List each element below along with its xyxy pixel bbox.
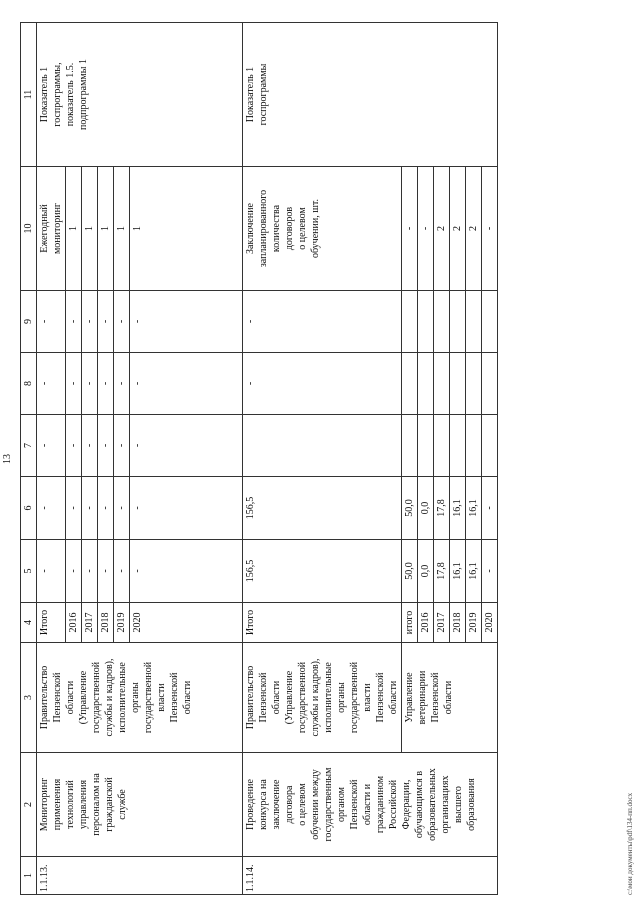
page-number: 13 bbox=[2, 454, 13, 464]
value-cell: 0,0 bbox=[418, 540, 434, 603]
value-cell: 1 bbox=[130, 167, 243, 291]
value-cell bbox=[243, 415, 402, 477]
year-cell: 2016 bbox=[418, 603, 434, 643]
value-cell: - bbox=[82, 415, 98, 477]
indicator: Ежегодный мониторинг bbox=[39, 202, 63, 255]
value-cell: - bbox=[418, 167, 434, 291]
value-cell: 16,1 bbox=[450, 540, 466, 603]
value-cell: 50,0 bbox=[402, 540, 418, 603]
header-cell: 5 bbox=[21, 540, 37, 603]
value-cell: - bbox=[130, 291, 243, 353]
value-cell: 16,1 bbox=[450, 477, 466, 540]
value-cell: 16,1 bbox=[466, 477, 482, 540]
year-cell: 2016 bbox=[66, 603, 82, 643]
header-row bbox=[21, 23, 37, 895]
year-cell: Итого bbox=[243, 603, 402, 643]
header-cell: 8 bbox=[21, 353, 37, 415]
value-cell: - bbox=[130, 540, 243, 603]
table-row bbox=[37, 23, 66, 895]
executor: Управление ветеринарии Пензенской области bbox=[404, 670, 454, 725]
value-cell: 16,1 bbox=[466, 540, 482, 603]
target-indicator: Показатель 1 госпрограммы, показатель 1.5. подпрограммы 1 bbox=[39, 59, 89, 130]
value-cell: 1 bbox=[66, 167, 82, 291]
header-cell: 9 bbox=[21, 291, 37, 353]
header-cell: 1 bbox=[21, 857, 37, 895]
value-cell: - bbox=[114, 291, 130, 353]
value-cell: - bbox=[82, 477, 98, 540]
year-cell: 2017 bbox=[434, 603, 450, 643]
value-cell: 50,0 bbox=[402, 477, 418, 540]
indicator: Заключение запланированного количества договоров о целевом обучении, шт. bbox=[245, 189, 321, 268]
year-cell: итого bbox=[402, 603, 418, 643]
year-cell: 2019 bbox=[466, 603, 482, 643]
value-cell: 2 bbox=[450, 167, 466, 291]
value-cell: 0,0 bbox=[418, 477, 434, 540]
header-cell: 3 bbox=[21, 643, 37, 753]
event-name: Проведение конкурса на заключение договора о целевом обучении между государственным органом Пензенской области и гражданином Российской Федерации, обучающимся в образовательных организациях высшего образования bbox=[245, 767, 477, 842]
value-cell: - bbox=[82, 353, 98, 415]
value-cell: - bbox=[82, 291, 98, 353]
header-cell: 10 bbox=[21, 167, 37, 291]
header-cell: 11 bbox=[21, 23, 37, 167]
value-cell: - bbox=[130, 353, 243, 415]
value-cell: 2 bbox=[434, 167, 450, 291]
value-cell: - bbox=[66, 415, 82, 477]
value-cell: - bbox=[37, 291, 66, 353]
value-cell: - bbox=[114, 353, 130, 415]
value-cell: - bbox=[482, 477, 498, 540]
value-cell: - bbox=[402, 167, 418, 291]
value-cell: 1 bbox=[82, 167, 98, 291]
value-cell: 156,5 bbox=[243, 540, 402, 603]
header-cell: 4 bbox=[21, 603, 37, 643]
year-cell: 2020 bbox=[482, 603, 498, 643]
executor: Правительство Пензенской области (Управление государственной службы и кадров), исполнительные органы государственной власти Пензенской области bbox=[245, 658, 399, 737]
value-cell: 2 bbox=[466, 167, 482, 291]
program-table bbox=[20, 22, 498, 895]
value-cell: - bbox=[37, 353, 66, 415]
value-cell: - bbox=[66, 477, 82, 540]
value-cell: - bbox=[130, 415, 243, 477]
footer-file-path: c:\мои документы\pdf\134-пп.docx bbox=[626, 792, 634, 895]
year-cell: 2020 bbox=[130, 603, 243, 643]
value-cell bbox=[402, 291, 418, 353]
value-cell: 17,8 bbox=[434, 540, 450, 603]
value-cell: - bbox=[98, 540, 114, 603]
value-cell: - bbox=[114, 477, 130, 540]
year-cell: 2018 bbox=[450, 603, 466, 643]
value-cell: 1 bbox=[114, 167, 130, 291]
header-cell: 7 bbox=[21, 415, 37, 477]
value-cell: - bbox=[243, 353, 402, 415]
executor: Правительство Пензенской области (Управление государственной службы и кадров), исполнительные органы государственной власти Пензенской области bbox=[39, 658, 193, 737]
value-cell: - bbox=[37, 477, 66, 540]
row-number: 1.1.14. bbox=[243, 857, 498, 895]
value-cell: - bbox=[66, 291, 82, 353]
value-cell: - bbox=[82, 540, 98, 603]
table-row bbox=[243, 23, 402, 895]
year-cell: 2019 bbox=[114, 603, 130, 643]
value-cell: - bbox=[114, 540, 130, 603]
value-cell: - bbox=[98, 415, 114, 477]
value-cell: 1 bbox=[98, 167, 114, 291]
event-name: Мониторинг применения технологий управления персоналом на гражданской службе bbox=[39, 773, 128, 836]
value-cell: - bbox=[37, 540, 66, 603]
header-cell: 6 bbox=[21, 477, 37, 540]
row-number: 1.1.13. bbox=[37, 857, 243, 895]
value-cell: - bbox=[243, 291, 402, 353]
value-cell: - bbox=[482, 540, 498, 603]
value-cell: - bbox=[66, 353, 82, 415]
value-cell: - bbox=[482, 167, 498, 291]
value-cell: - bbox=[37, 415, 66, 477]
year-cell: 2017 bbox=[82, 603, 98, 643]
year-cell: Итого bbox=[37, 603, 66, 643]
value-cell: - bbox=[130, 477, 243, 540]
value-cell: - bbox=[98, 353, 114, 415]
value-cell: 17,8 bbox=[434, 477, 450, 540]
value-cell: - bbox=[98, 291, 114, 353]
value-cell bbox=[402, 415, 418, 477]
value-cell: - bbox=[98, 477, 114, 540]
value-cell: - bbox=[114, 415, 130, 477]
header-cell: 2 bbox=[21, 753, 37, 857]
target-indicator: Показатель 1 госпрограммы bbox=[245, 63, 269, 126]
value-cell: - bbox=[66, 540, 82, 603]
value-cell: 156,5 bbox=[243, 477, 402, 540]
value-cell bbox=[402, 353, 418, 415]
year-cell: 2018 bbox=[98, 603, 114, 643]
